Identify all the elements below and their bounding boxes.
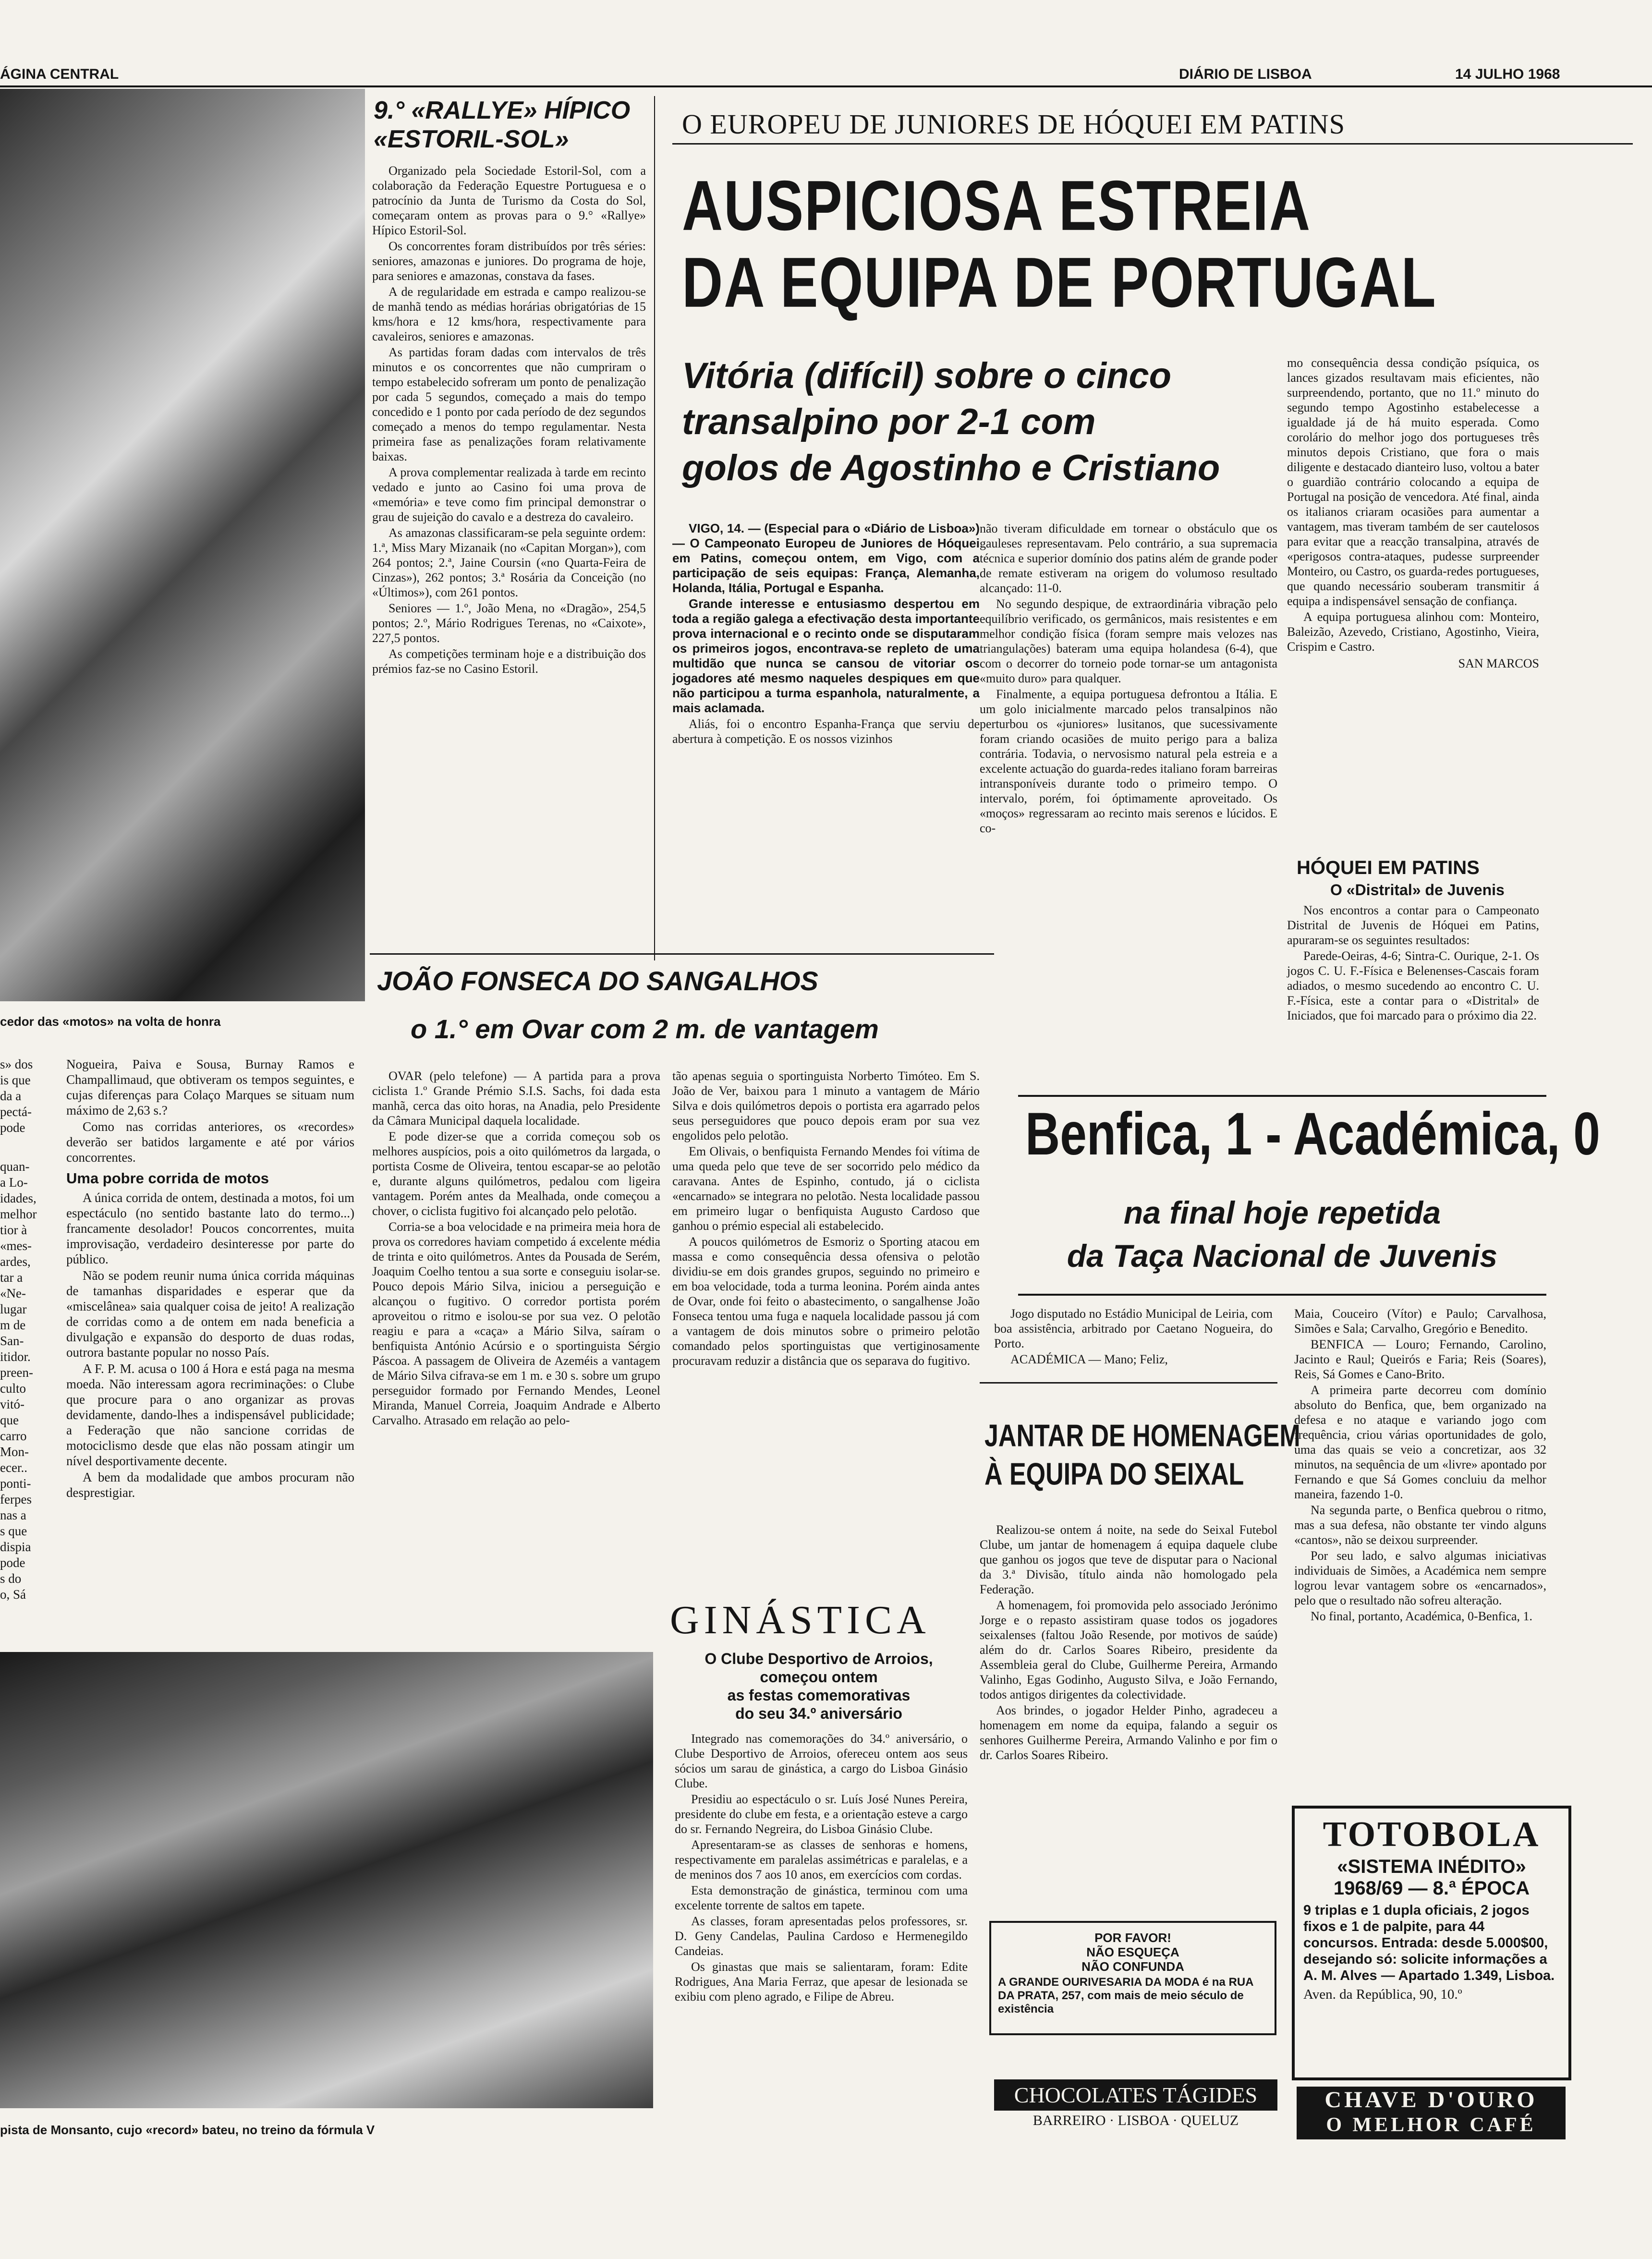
- hockey-col1: VIGO, 14. — (Especial para o «Diário de Lisboa») — O Campeonato Europeu de Juniores de Hóquei em Patins, começou ontem, em Vigo, com a participação de seis equipas: França, Alemanha, Holanda, Itália, Portugal e Espanha. Grande interesse e entusiasmo despertou em toda a região galega a efectivação desta importante prova internacional e o recinto onde se disputaram os primeiros jogos, encontrava-se repleto de uma multidão que nunca se cansou de vitoriar os jogadores até mesmo naqueles despiques em que não participou a turma espanhola, naturalmente, a mais aclamada. Aliás, foi o encontro Espanha-França que serviu de abertura à competição. E os nossos vizinhos: [672, 521, 980, 746]
- fonseca-col1: OVAR (pelo telefone) — A partida para a prova ciclista 1.º Grande Prémio S.I.S. Sachs, foi dada esta manhã, cerca das oito horas, na Anadia, pelo Presidente da Câmara Municipal daquela localidade. E pode dizer-se que a corrida começou sob os melhores auspícios, pois a oito quilómetros da largada, o portista Cosme de Oliveira, tentou escapar-se ao pelotão e, durante alguns quilómetros, pedalou com ligeira vantagem. Porém antes da Mealhada, onde começou a chover, o ciclista fugitivo foi alcançado pelo pelotão. Corria-se a boa velocidade e na primeira meia hora de prova os corredores haviam competido á excelente média de trinta e oito quilómetros. Antes da Pousada de Serém, Joaquim Coelho tentou a sua sorte e conseguiu isolar-se. Pouco depois Mário Silva, iniciou a perseguição e alcançou o fugitivo. O corredor portista porém aproveitou o ritmo e isolou-se por sua vez. O pelotão reagiu e para a «caça» a Mário Silva, saíram o benfiquista António Acúrsio e o sportinguista Sérgio Páscoa. A passagem de Oliveira de Azeméis a vantagem de Mário Silva cifrava-se em 1 m. e 30 s. sobre um grupo perseguidor formado por Fernando Mendes, Leonel Miranda, Manuel Correia, Joaquim Andrade e Alberto Carvalho. Atrasado em relação ao pelo-: [372, 1069, 660, 1427]
- distrital-title: HÓQUEI EM PATINS: [1297, 857, 1480, 878]
- ad-ourivesaria: POR FAVOR! NÃO ESQUEÇA NÃO CONFUNDA A GRANDE OURIVESARIA DA MODA é na RUA DA PRATA, 257, com mais de meio século de existência: [989, 1921, 1276, 2035]
- ad-chocolates: CHOCOLATES TÁGIDES BARREIRO · LISBOA · QUELUZ: [994, 2079, 1277, 2129]
- photo-caption-motos: cedor das «motos» na volta de honra: [0, 1014, 221, 1029]
- jantar-rule: [980, 1382, 1277, 1384]
- benfica-col1: Jogo disputado no Estádio Municipal de Leiria, com boa assistência, arbitrado por Caetano Nogueira, do Porto. ACADÉMICA — Mano; Feliz,: [994, 1307, 1273, 1366]
- rallye-title: 9.° «RALLYE» HÍPICO «ESTORIL-SOL»: [374, 97, 631, 153]
- hockey-col2: não tiveram dificuldade em tornear o obstáculo que os gauleses representavam. Pelo contrário, a sua supremacia técnica e superior domínio dos patins além de grande poder de remate estiveram na origem do volumoso resultado alcançado: 11-0. No segundo despique, de extraordinária vibração pelo equilíbrio verificado, os germânicos, mais resistentes e em melhor condição física (foram sempre mais velozes nas triangulações) bateram uma equipa holandesa (6-4), que com o decorrer do torneio pode tornar-se um antagonista «muito duro» para qualquer. Finalmente, a equipa portuguesa defrontou a Itália. E um golo inicialmente marcado pelos transalpinos não perturbou os «juniores» lusitanos, que sucessivamente foram criando ocasiões de muito perigo para a baliza contrária. Todavia, o nervosismo natural pela estreia e a excelente actuação do guarda-redes italiano foram barreiras intransponíveis durante todo o primeiro tempo. O intervalo, porém, foi óptimamente aproveitado. Os «moços» regressaram ao recinto mais serenos e lúcidos. E co-: [980, 522, 1277, 835]
- masthead-center: DIÁRIO DE LISBOA: [1179, 66, 1312, 82]
- jantar-title: JANTAR DE HOMENAGEM À EQUIPA DO SEIXAL: [984, 1418, 1300, 1492]
- hockey-headline-2: DA EQUIPA DE PORTUGAL: [682, 243, 1437, 323]
- hockey-kicker: O EUROPEU DE JUNIORES DE HÓQUEI EM PATINS: [682, 109, 1345, 140]
- rally-photo: [0, 89, 365, 1001]
- masthead-left: ÁGINA CENTRAL: [0, 66, 119, 82]
- distrital-article: Nos encontros a contar para o Campeonato Distrital de Juvenis de Hóquei em Patins, apuraram-se os seguintes resultados: Parede-Oeiras, 4-6; Sintra-C. Ourique, 2-1. Os jogos C. U. F.-Física e Belenenses-Cascais foram adiados, o mesmo sucedendo ao encontro C. U. F.-Física, este a contar para o «Distrital» de Iniciados, que foi marcado para o próximo dia 22.: [1287, 903, 1539, 1022]
- benfica-sub: na final hoje repetida da Taça Nacional de Juvenis: [1067, 1195, 1498, 1274]
- fonseca-title: JOÃO FONSECA DO SANGALHOS: [377, 966, 818, 996]
- hockey-headline-1: AUSPICIOSA ESTREIA: [682, 166, 1312, 246]
- monsanto-caption: pista de Monsanto, cujo «record» bateu, no treino da fórmula V: [0, 2123, 375, 2137]
- fonseca-subtitle: o 1.° em Ovar com 2 m. de vantagem: [411, 1014, 879, 1044]
- ginastica-subhead: O Clube Desportivo de Arroios, começou ontem as festas comemorativas do seu 34.º aniversário: [705, 1650, 933, 1722]
- fonseca-top-rule: [370, 953, 994, 955]
- kicker-rule: [672, 143, 1633, 145]
- ad-chave-douro: CHAVE D'OURO O MELHOR CAFÉ: [1297, 2087, 1566, 2139]
- motos-subhead: Uma pobre corrida de motos: [66, 1170, 269, 1187]
- hockey-col3: mo consequência dessa condição psíquica, os lances gizados resultavam mais eficientes, não surpreendendo, portanto, que no 11.º minuto do segundo tempo Agostinho estabelecesse a igualdade já de há muito esperada. Como corolário do melhor jogo dos portugueses três minutos depois Cristiano, que fora o mais diligente e destacado dianteiro luso, voltou a bater o guardião contrário colocando a equipa de Portugal na posição de vencedora. Até final, ainda os italianos criaram ocasiões para aumentar a vantagem, mas tiveram também de ser cautelosos para evitar que a reacção transalpina, através de «perigosos contra-ataques, pudesse surpreender Monteiro, ou Castro, os guarda-redes portugueses, que quando necessário souberam transmitir á equipa a indispensável sensação de confiança. A equipa portuguesa alinhou com: Monteiro, Baleizão, Azevedo, Cristiano, Agostinho, Vieira, Crispim e Castro. SAN MARCOS: [1287, 356, 1539, 670]
- fonseca-col2: tão apenas seguia o sportinguista Norberto Timóteo. Em S. João de Ver, baixou para 1 minuto a vantagem de Mário Silva e dois quilómetros depois o portista era agarrado pelos seus perseguidores que pouco depois eram por sua vez engolidos pelo pelotão. Em Olivais, o benfiquista Fernando Mendes foi vítima de uma queda pelo que teve de ser socorrido pelo médico da caravana. Antes de Espinho, contudo, já o ciclista «encarnado» se integrara no pelotão. Nesta localidade passou em primeiro lugar o benfiquista Augusto Cardoso que ganhou o prémio especial ali estabelecido. A poucos quilómetros de Esmoriz o Sporting atacou em massa e como consequência dessa ofensiva o pelotão dividiu-se em dois grandes grupos, seguindo no primeiro e em boa velocidade, toda a turma leonina. Porém ainda antes de Ovar, onde foi feito o abastecimento, o sangalhense João Fonseca tentou uma fuga e naquela localidade passou já com a vantagem de dois minutos sobre o primeiro pelotão comandado pelos sportinguistas que vertiginosamente procuravam reduzir a distância que os separava do fugitivo.: [672, 1069, 980, 1368]
- jantar-article: Realizou-se ontem á noite, na sede do Seixal Futebol Clube, um jantar de homenagem á equipa daquele clube que ganhou os jogos que teve de disputar para o Nacional da 3.ª Divisão, título ainda não homologado pela Federação. A homenagem, foi promovida pelo associado Jerónimo Jorge e o repasto assistiram quase todos os jogadores seixalenses (faltou João Resende, por motivos de saúde) além do dr. Carlos Soares Ribeiro, presidente da Assembleia geral do Clube, Guilherme Pereira, Armando Valinho, Egas Godinho, Augusto Silva, e João Fernando, todos antigos dirigentes da colectividade. Aos brindes, o jogador Helder Pinho, agradeceu a homenagem em nome da equipa, falando a seguir os senhores Guilherme Pereira, Armando Valinho e por fim o dr. Carlos Soares Ribeiro.: [980, 1523, 1277, 1762]
- hockey-subhead: Vitória (difícil) sobre o cinco transalpino por 2-1 com golos de Agostinho e Cristiano: [682, 355, 1220, 488]
- rallye-article: Organizado pela Sociedade Estoril-Sol, com a colaboração da Federação Equestre Portuguesa e o patrocínio da Junta de Turismo da Costa do Sol, começaram ontem as provas para o 9.° «Rallye» Hípico Estoril-Sol. Os concorrentes foram distribuídos por três séries: seniores, amazonas e juniores. Do programa de hoje, para seniores e amazonas, constava da fases. A de regularidade em estrada e campo realizou-se de manhã tendo as médias horárias obrigatórias de 15 kms/hora e 12 kms/hora, respectivamente para cavaleiros, seniores e amazonas. As partidas foram dadas com intervalos de três minutos e os concorrentes que não cumpriram o tempo estabelecido sofreram um ponto de penalização por cada 5 segundos, começado a mais do tempo concedido e 1 ponto por cada período de dez segundos começado a menos do tempo regulamentar. Nesta primeira fase as penalizações foram relativamente baixas. A prova complementar realizada à tarde em recinto vedado e junto ao Casino foi uma prova de «memória» e teve como fim principal demonstrar o grau de sujeição do cavalo e a destreza do cavaleiro. As amazonas classificaram-se pela seguinte ordem: 1.ª, Miss Mary Mizanaik (no «Capitan Morgan»), com 264 pontos; 2.ª, Jaine Coursin («no Quarta-Feira de Cinzas»), 262 pontos; 3.ª Rosária da Conceição (no «Últimos»), com 261 pontos. Seniores — 1.º, João Mena, no «Dragão», 254,5 pontos; 2.º, Mário Rodrigues Terenas, no «Caixote», 227,5 pontos. As competições terminam hoje e a distribuição dos prémios faz-se no Casino Estoril.: [372, 164, 646, 676]
- ad-totobola: TOTOBOLA «SISTEMA INÉDITO» 1968/69 — 8.ª ÉPOCA 9 triplas e 1 dupla oficiais, 2 jogos fixos e 1 de palpite, para 44 concursos. Entrada: desde 5.000$00, desejando só: solicite informações a A. M. Alves — Apartado 1.349, Lisboa. Aven. da República, 90, 10.º: [1292, 1806, 1571, 2080]
- rallye-divider: [654, 96, 655, 960]
- hockey-byline: SAN MARCOS: [1458, 656, 1539, 670]
- left-fragments: s» dos is que da a pectá- pode quan- a Lo- idades, melhor tior à «mes- ardes, tar a «Ne- lugar m de San- itidor. preen- culto vitó- que carro Mon- ecer.. ponti- ferpes nas a s que dispia pode s do o, Sá: [0, 1057, 37, 1602]
- motos-article: Nogueira, Paiva e Sousa, Burnay Ramos e Champallimaud, que obtiveram os tempos seguintes, e cujas diferenças para Colaço Marques se situam num máximo de 2,63 s.? Como nas corridas anteriores, os «recordes» deverão ser batidos largamente e até por vários concorrentes. Uma pobre corrida de motos A única corrida de ontem, destinada a motos, foi um espectáculo (no sentido bastante lato do termo...) francamente desolador! Poucos concorrentes, muita improvisação, verdadeiro desinteresse por parte do público. Não se podem reunir numa única corrida máquinas de tamanhas disparidades e esperar que da «miscelânea» saia qualquer coisa de jeito! A realização de corridas como a de ontem em nada beneficia a divulgação e expansão do desporto de duas rodas, outrora bastante popular no nosso País. A F. P. M. acusa o 100 á Hora e está paga na mesma moeda. Não interessam agora recriminações: o Clube que procure para o ano organizar as provas devidamente, dando-lhes a indispensável publicidade; a Federação que não sancione corridas de motociclismo desde que elas não possam atingir um nível desportivamente decente. A bem da modalidade que ambos procuram não desprestigiar.: [66, 1057, 354, 1500]
- masthead-date: 14 JULHO 1968: [1455, 66, 1560, 82]
- ginastica-title: GINÁSTICA: [670, 1598, 931, 1642]
- benfica-col2: Maia, Couceiro (Vítor) e Paulo; Carvalhosa, Simões e Sala; Carvalho, Gregório e Benedito. BENFICA — Louro; Fernando, Carolino, Jacinto e Raul; Queirós e Faria; Reis (Soares), Reis, Sá Gomes e Cano-Brito. A primeira parte decorreu com domínio absoluto do Benfica, que, bem organizado na defesa e no ataque e variando jogo com frequência, criou várias oportunidades de golo, uma das quais se veio a concretizar, aos 32 minutos, na sequência de um «livre» apontado por Fernando e que Sá Gomes concluiu da melhor maneira, fazendo 1-0. Na segunda parte, o Benfica quebrou o ritmo, mas a sua defesa, não obstante ter vindo alguns «cantos», não se deixou surpreender. Por seu lado, e salvo algumas iniciativas individuais de Simões, a Académica nem sempre logrou levar vantagem sobre os «encarnados», pelo que o resultado não sofreu alteração. No final, portanto, Académica, 0-Benfica, 1.: [1294, 1307, 1546, 1623]
- ginastica-article: Integrado nas comemorações do 34.º aniversário, o Clube Desportivo de Arroios, ofereceu ontem aos seus sócios um sarau de ginástica, a cargo do Lisboa Ginásio Clube. Presidiu ao espectáculo o sr. Luís José Nunes Pereira, presidente do clube em festa, e a orientação esteve a cargo do sr. Fernando Negreira, do Lisboa Ginásio Clube. Apresentaram-se as classes de senhoras e homens, respectivamente em paralelas assimétricas e paralelas, e a de meninos dos 7 aos 10 anos, em exercícios com cordas. Esta demonstração de ginástica, terminou com uma excelente torrente de saltos em tapete. As classes, foram apresentadas pelos professores, sr. D. Geny Candelas, Paulina Cardoso e Hermenegildo Candeias. Os ginastas que mais se salientaram, foram: Edite Rodrigues, Ana Maria Ferraz, que apesar de lesionada se exibiu com pleno agrado, e Filipe de Abreu.: [675, 1732, 968, 2004]
- masthead-rule: [0, 85, 1652, 87]
- monsanto-photo: [0, 1652, 653, 2108]
- distrital-subtitle: O «Distrital» de Juvenis: [1330, 881, 1505, 899]
- benfica-headline: Benfica, 1 - Académica, 0: [1025, 1100, 1600, 1168]
